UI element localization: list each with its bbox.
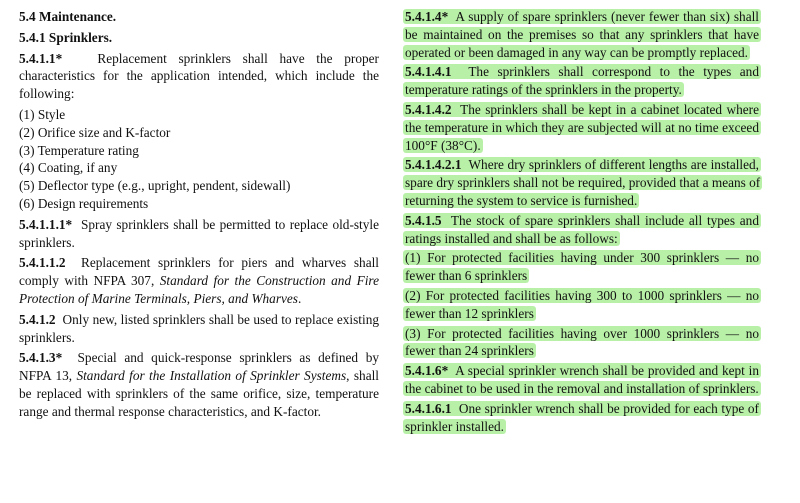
list-item: (2) Orifice size and K-factor bbox=[19, 124, 171, 140]
left-column bbox=[19, 8, 379, 424]
list-item: (1) Style bbox=[19, 106, 66, 122]
paragraph-5-4-1-2: 5.4.1.2 Only new, listed sprinklers shall be used to replace existing sprinklers. bbox=[19, 311, 379, 345]
right-column bbox=[403, 8, 761, 437]
list-item: (4) Coating, if any bbox=[19, 160, 118, 176]
list-item: (1) For protected facilities having under 300 sprinklers — no fewer than 6 sprinklers bbox=[405, 250, 759, 284]
paragraph-5-4-1-1: 5.4.1.1* Replacement sprinklers shall have the proper characteristics for the application intended, which include the following: bbox=[19, 50, 379, 102]
list-item: (3) Temperature rating bbox=[19, 142, 139, 158]
paragraph-5-4-1-4: 5.4.1.4* A supply of spare sprinklers (never fewer than six) shall be maintained on the premises so that any sprinklers that have operated or been damaged in any way can be promptly replaced. bbox=[405, 9, 759, 60]
paragraph-5-4-1-1-1: 5.4.1.1.1* Spray sprinklers shall be permitted to replace old-style sprinklers. bbox=[19, 216, 379, 250]
list-item: (6) Design requirements bbox=[19, 195, 149, 211]
paragraph-5-4-1-5: 5.4.1.5 The stock of spare sprinklers shall include all types and ratings installed and shall be as follows: bbox=[405, 212, 759, 246]
list-item: (5) Deflector type (e.g., upright, pendent, sidewall) bbox=[19, 178, 291, 194]
paragraph-5-4-1-6: 5.4.1.6* A special sprinkler wrench shall be provided and kept in the cabinet to be used in the removal and installation of sprinklers. bbox=[405, 363, 760, 396]
requirements-list bbox=[19, 106, 379, 213]
paragraph-5-4-1-1-2: 5.4.1.1.2 Replacement sprinklers for piers and wharves shall comply with NFPA 307, Standard for the Construction and Fire Protection of Marine Terminals, Piers, and Wharves. bbox=[19, 255, 379, 306]
paragraph-5-4-1-4-2: 5.4.1.4.2 The sprinklers shall be kept in a cabinet located where the temperature in which they are subjected will at no time exceed 100°F (38°C). bbox=[405, 101, 759, 153]
paragraph-5-4-1-4-1: 5.4.1.4.1 The sprinklers shall correspond to the types and temperature ratings of the sprinklers in the property. bbox=[405, 64, 759, 98]
section-heading: 5.4 Maintenance. bbox=[19, 9, 117, 24]
paragraph-5-4-1-3: 5.4.1.3* Special and quick-response sprinklers as defined by NFPA 13, Standard for the Installation of Sprinkler Systems, shall be replaced with sprinklers of the same orifice, size, temperature range and thermal response characteristics, and K-factor. bbox=[19, 350, 379, 419]
paragraph-5-4-1-4-2-1: 5.4.1.4.2.1 Where dry sprinklers of different lengths are installed, spare dry sprinklers shall not be required, provided that a means of returning the system to service is furnished. bbox=[405, 157, 761, 208]
subsection-heading: 5.4.1 Sprinklers. bbox=[19, 29, 113, 45]
list-item: (2) For protected facilities having 300 to 1000 sprinklers — no fewer than 12 sprinklers bbox=[405, 287, 759, 321]
list-item: (3) For protected facilities having over 1000 sprinklers — no fewer than 24 sprinklers bbox=[405, 325, 759, 359]
paragraph-5-4-1-6-1: 5.4.1.6.1 One sprinkler wrench shall be provided for each type of sprinkler installed. bbox=[405, 400, 759, 434]
